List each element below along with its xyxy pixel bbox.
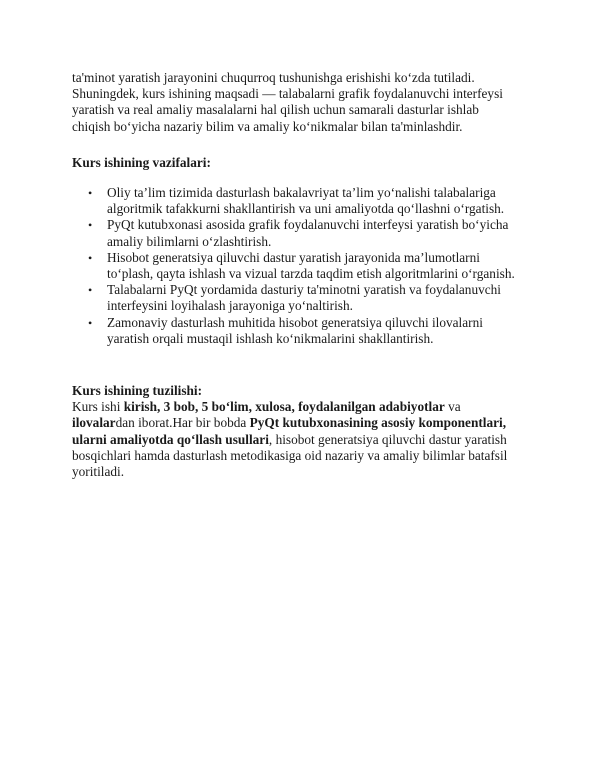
list-item-line: yaratish orqali mustaqil ishlash ko‘nikmalarini shakllantirish. <box>107 330 434 346</box>
tasks-list <box>72 185 542 347</box>
list-item-line: amaliy bilimlarni o‘zlashtirish. <box>107 233 272 249</box>
structure-bold-text: kirish, 3 bob, 5 bo‘lim, xulosa, foydalanilgan adabiyotlar <box>123 399 445 415</box>
structure-bold-text: ularni amaliyotda qo‘llash usullari <box>72 431 269 447</box>
structure-line <box>72 432 542 448</box>
list-item <box>88 185 542 217</box>
intro-line: chiqish bo‘yicha nazariy bilim va amaliy ko‘nikmalar bilan ta'minlashdir. <box>72 118 463 134</box>
list-item <box>88 282 542 314</box>
structure-text: , hisobot generatsiya qiluvchi dastur yaratish <box>268 431 507 447</box>
bullet-icon: • <box>88 218 93 233</box>
structure-paragraph <box>72 399 542 480</box>
bullet-icon: • <box>88 283 93 298</box>
bullet-icon: • <box>88 250 93 265</box>
structure-text: va <box>444 399 461 415</box>
structure-heading: Kurs ishining tuzilishi: <box>72 383 203 399</box>
list-item-line: Zamonaviy dasturlash muhitida hisobot generatsiya qiluvchi ilovalarni <box>107 314 483 330</box>
list-item <box>88 315 542 347</box>
structure-line <box>72 399 542 415</box>
list-item-line: to‘plash, qayta ishlash va vizual tarzda taqdim etish algoritmlarini o‘rganish. <box>107 266 515 282</box>
intro-line: ta'minot yaratish jarayonini chuqurroq tushunishga erishishi ko‘zda tutiladi. <box>72 70 475 85</box>
structure-text: dan iborat.Har bir bobda <box>115 415 250 431</box>
list-item-line: algoritmik tafakkurni shakllantirish va uni amaliyotda qo‘llashni o‘rgatish. <box>107 201 505 217</box>
list-item-line: interfeysini loyihalash jarayoniga yo‘naltirish. <box>107 298 353 314</box>
list-item <box>88 217 542 249</box>
list-item-line: Hisobot generatsiya qiluvchi dastur yaratish jarayonida ma’lumotlarni <box>107 249 480 265</box>
list-item <box>88 250 542 282</box>
structure-line: yoritiladi. <box>72 464 125 480</box>
list-item-line: PyQt kutubxonasi asosida grafik foydalanuvchi interfeysi yaratish bo‘yicha <box>107 217 509 233</box>
list-item-line: Oliy ta’lim tizimida dasturlash bakalavriyat ta’lim yo‘nalishi talabalariga <box>107 185 496 201</box>
structure-text: Kurs ishi <box>72 399 124 415</box>
intro-paragraph <box>72 70 542 135</box>
structure-bold-text: PyQt kutubxonasining asosiy komponentlari, <box>249 415 507 431</box>
list-item-line: Talabalarni PyQt yordamida dasturiy ta'minotni yaratish va foydalanuvchi <box>107 282 501 298</box>
structure-bold-text: ilovalar <box>72 415 116 431</box>
bullet-icon: • <box>88 315 93 330</box>
structure-line <box>72 415 542 431</box>
bullet-icon: • <box>88 186 93 201</box>
document-page <box>72 70 542 480</box>
structure-line: bosqichlari hamda dasturlash metodikasiga oid nazariy va amaliy bilimlar batafsil <box>72 447 508 463</box>
intro-line: Shuningdek, kurs ishining maqsadi — talabalarni grafik foydalanuvchi interfeysi <box>72 86 503 102</box>
tasks-heading: Kurs ishining vazifalari: <box>72 154 211 170</box>
intro-line: yaratish va real amaliy masalalarni hal qilish uchun samarali dasturlar ishlab <box>72 102 479 118</box>
